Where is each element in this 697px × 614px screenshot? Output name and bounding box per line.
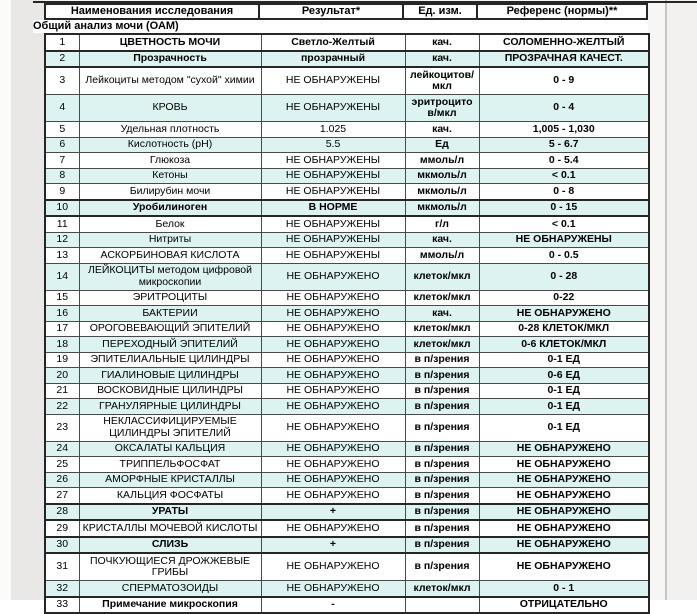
cell-test-name: КРОВЬ — [79, 95, 261, 122]
cell-result: - — [261, 597, 405, 614]
table-row — [45, 51, 649, 68]
cell-row-number: 33 — [45, 597, 79, 614]
table-row — [45, 67, 649, 95]
cell-test-name: УРАТЫ — [79, 504, 261, 521]
column-header-reference: Референс (нормы)** — [506, 5, 618, 17]
cell-test-name: КРИСТАЛЛЫ МОЧЕВОЙ КИСЛОТЫ — [79, 520, 261, 537]
cell-test-name: НЕКЛАССИФИЦИРУЕМЫЕ ЦИЛИНДРЫ ЭПИТЕЛИЙ — [79, 414, 261, 441]
cell-row-number: 18 — [45, 337, 79, 353]
cell-result: НЕ ОБНАРУЖЕНО — [261, 263, 405, 290]
cell-reference: НЕ ОБНАРУЖЕНО — [479, 488, 649, 504]
cell-reference: НЕ ОБНАРУЖЕНЫ — [479, 232, 649, 248]
results-table-body — [45, 34, 649, 613]
cell-row-number: 31 — [45, 553, 79, 581]
cell-row-number: 14 — [45, 263, 79, 290]
cell-result: НЕ ОБНАРУЖЕНЫ — [261, 184, 405, 200]
cell-test-name: ПЕРЕХОДНЫЙ ЭПИТЕЛИЙ — [79, 337, 261, 353]
cell-unit: в п/зрения — [405, 441, 479, 457]
cell-row-number: 16 — [45, 306, 79, 322]
cell-unit: в п/зрения — [405, 414, 479, 441]
cell-test-name: ОРОГОВЕВАЮЩИЙ ЭПИТЕЛИЙ — [79, 321, 261, 337]
cell-test-name: ЛЕЙКОЦИТЫ методом цифровой микроскопии — [79, 263, 261, 290]
table-row — [45, 232, 649, 248]
cell-reference: 0-1 ЕД — [479, 352, 649, 368]
table-row — [45, 200, 649, 217]
cell-reference: НЕ ОБНАРУЖЕНО — [479, 537, 649, 554]
cell-unit: г/л — [405, 216, 479, 232]
cell-result: НЕ ОБНАРУЖЕНЫ — [261, 67, 405, 95]
cell-reference: НЕ ОБНАРУЖЕНО — [479, 306, 649, 322]
cell-row-number: 20 — [45, 368, 79, 384]
table-row — [45, 34, 649, 51]
table-row — [45, 248, 649, 264]
cell-test-name: СПЕРМАТОЗОИДЫ — [79, 581, 261, 597]
table-row — [45, 168, 649, 184]
cell-result: НЕ ОБНАРУЖЕНЫ — [261, 168, 405, 184]
cell-reference: НЕ ОБНАРУЖЕНО — [479, 457, 649, 473]
cell-reference: НЕ ОБНАРУЖЕНО — [479, 504, 649, 521]
cell-unit: в п/зрения — [405, 488, 479, 504]
table-row — [45, 306, 649, 322]
cell-test-name: ГРАНУЛЯРНЫЕ ЦИЛИНДРЫ — [79, 399, 261, 415]
cell-result: НЕ ОБНАРУЖЕНО — [261, 553, 405, 581]
cell-result: 1.025 — [261, 122, 405, 138]
cell-row-number: 5 — [45, 122, 79, 138]
table-row — [45, 383, 649, 399]
cell-unit: в п/зрения — [405, 399, 479, 415]
cell-test-name: Нитриты — [79, 232, 261, 248]
cell-reference: 0-6 ЕД — [479, 368, 649, 384]
cell-unit: ммоль/л — [405, 248, 479, 264]
cell-unit: в п/зрения — [405, 504, 479, 521]
cell-unit: эритроцитов/мкл — [405, 95, 479, 122]
cell-unit: в п/зрения — [405, 553, 479, 581]
cell-row-number: 26 — [45, 472, 79, 488]
cell-result: НЕ ОБНАРУЖЕНЫ — [261, 216, 405, 232]
cell-test-name: ТРИППЕЛЬФОСФАТ — [79, 457, 261, 473]
table-row — [45, 488, 649, 504]
cell-unit: в п/зрения — [405, 352, 479, 368]
cell-row-number: 19 — [45, 352, 79, 368]
cell-test-name: Кислотность (рН) — [79, 137, 261, 153]
cell-test-name: ВОСКОВИДНЫЕ ЦИЛИНДРЫ — [79, 383, 261, 399]
cell-reference: 0 - 15 — [479, 200, 649, 217]
table-row — [45, 137, 649, 153]
cell-row-number: 4 — [45, 95, 79, 122]
cell-reference: 1,005 - 1,030 — [479, 122, 649, 138]
cell-test-name: ПОЧКУЮЩИЕСЯ ДРОЖЖЕВЫЕ ГРИБЫ — [79, 553, 261, 581]
cell-row-number: 7 — [45, 153, 79, 169]
cell-row-number: 2 — [45, 51, 79, 68]
cell-result: 5.5 — [261, 137, 405, 153]
cell-row-number: 8 — [45, 168, 79, 184]
cell-unit: в п/зрения — [405, 537, 479, 554]
table-row — [45, 95, 649, 122]
table-row — [45, 263, 649, 290]
cell-unit: кач. — [405, 34, 479, 51]
cell-result: НЕ ОБНАРУЖЕНО — [261, 399, 405, 415]
table-row — [45, 352, 649, 368]
cell-result: НЕ ОБНАРУЖЕНО — [261, 581, 405, 597]
cell-test-name: БАКТЕРИИ — [79, 306, 261, 322]
cell-test-name: ЦВЕТНОСТЬ МОЧИ — [79, 34, 261, 51]
table-row — [45, 553, 649, 581]
cell-test-name: Примечание микроскопия — [79, 597, 261, 614]
cell-result: НЕ ОБНАРУЖЕНО — [261, 368, 405, 384]
cell-row-number: 32 — [45, 581, 79, 597]
table-row — [45, 520, 649, 537]
cell-reference: 0-1 ЕД — [479, 414, 649, 441]
table-row — [45, 414, 649, 441]
cell-reference: 0-1 ЕД — [479, 383, 649, 399]
cell-result: В НОРМЕ — [261, 200, 405, 217]
cell-result: НЕ ОБНАРУЖЕНЫ — [261, 153, 405, 169]
table-row — [45, 472, 649, 488]
cell-row-number: 29 — [45, 520, 79, 537]
cell-unit: в п/зрения — [405, 368, 479, 384]
cell-unit: клеток/мкл — [405, 337, 479, 353]
cell-test-name: АСКОРБИНОВАЯ КИСЛОТА — [79, 248, 261, 264]
table-row — [45, 457, 649, 473]
cell-test-name: ЭПИТЕЛИАЛЬНЫЕ ЦИЛИНДРЫ — [79, 352, 261, 368]
table-row — [45, 184, 649, 200]
cell-result: + — [261, 537, 405, 554]
cell-reference: 0 - 28 — [479, 263, 649, 290]
cell-test-name: СЛИЗЬ — [79, 537, 261, 554]
cell-row-number: 30 — [45, 537, 79, 554]
cell-row-number: 9 — [45, 184, 79, 200]
table-row — [45, 368, 649, 384]
cell-reference: ПРОЗРАЧНАЯ КАЧЕСТ. — [479, 51, 649, 68]
cell-unit: в п/зрения — [405, 383, 479, 399]
cell-reference: 0 - 1 — [479, 581, 649, 597]
cell-row-number: 15 — [45, 290, 79, 306]
cell-test-name: Прозрачность — [79, 51, 261, 68]
cell-row-number: 13 — [45, 248, 79, 264]
cell-result: НЕ ОБНАРУЖЕНЫ — [261, 248, 405, 264]
table-row — [45, 153, 649, 169]
page-left-margin — [0, 0, 11, 600]
cell-result: Светло-Желтый — [261, 34, 405, 51]
cell-unit: клеток/мкл — [405, 321, 479, 337]
cell-row-number: 10 — [45, 200, 79, 217]
section-title: Общий анализ мочи (ОАМ) — [33, 20, 648, 33]
cell-result: НЕ ОБНАРУЖЕНО — [261, 488, 405, 504]
column-header-result: Результат* — [260, 5, 404, 18]
table-row — [45, 597, 649, 614]
cell-result: НЕ ОБНАРУЖЕНО — [261, 352, 405, 368]
cell-row-number: 11 — [45, 216, 79, 232]
cell-test-name: Лейкоциты методом "сухой" химии — [79, 67, 261, 95]
table-row — [45, 337, 649, 353]
cell-test-name: Уробилиноген — [79, 200, 261, 217]
column-header-name: Наименования исследования — [46, 5, 260, 18]
cell-row-number: 23 — [45, 414, 79, 441]
cell-result: НЕ ОБНАРУЖЕНО — [261, 290, 405, 306]
cell-row-number: 28 — [45, 504, 79, 521]
cell-result: НЕ ОБНАРУЖЕНО — [261, 441, 405, 457]
cell-row-number: 3 — [45, 67, 79, 95]
cell-row-number: 27 — [45, 488, 79, 504]
cell-reference: ОТРИЦАТЕЛЬНО — [479, 597, 649, 614]
table-row — [45, 441, 649, 457]
cell-unit: кач. — [405, 306, 479, 322]
cell-result: прозрачный — [261, 51, 405, 68]
cell-unit: в п/зрения — [405, 457, 479, 473]
urinalysis-report — [33, 3, 648, 614]
cell-result: НЕ ОБНАРУЖЕНО — [261, 383, 405, 399]
cell-reference: 0 - 8 — [479, 184, 649, 200]
cell-reference: 0 - 4 — [479, 95, 649, 122]
cell-result: НЕ ОБНАРУЖЕНО — [261, 337, 405, 353]
cell-result: НЕ ОБНАРУЖЕНО — [261, 414, 405, 441]
cell-unit: кач. — [405, 51, 479, 68]
cell-reference: 0 - 9 — [479, 67, 649, 95]
cell-row-number: 21 — [45, 383, 79, 399]
cell-test-name: Билирубин мочи — [79, 184, 261, 200]
table-row — [45, 399, 649, 415]
cell-unit: мкмоль/л — [405, 184, 479, 200]
page-edge-divider — [665, 0, 667, 600]
cell-test-name: ЭРИТРОЦИТЫ — [79, 290, 261, 306]
cell-unit: клеток/мкл — [405, 290, 479, 306]
cell-result: НЕ ОБНАРУЖЕНЫ — [261, 232, 405, 248]
cell-row-number: 12 — [45, 232, 79, 248]
cell-row-number: 17 — [45, 321, 79, 337]
table-row — [45, 216, 649, 232]
cell-unit: в п/зрения — [405, 520, 479, 537]
cell-unit: кач. — [405, 232, 479, 248]
cell-result: НЕ ОБНАРУЖЕНО — [261, 520, 405, 537]
cell-unit: лейкоцитов/мкл — [405, 67, 479, 95]
cell-test-name: АМОРФНЫЕ КРИСТАЛЛЫ — [79, 472, 261, 488]
cell-test-name: Кетоны — [79, 168, 261, 184]
cell-unit — [405, 597, 479, 614]
cell-unit: Ед — [405, 137, 479, 153]
table-row — [45, 321, 649, 337]
cell-result: НЕ ОБНАРУЖЕНО — [261, 306, 405, 322]
cell-test-name: Глюкоза — [79, 153, 261, 169]
cell-unit: кач. — [405, 122, 479, 138]
cell-test-name: Удельная плотность — [79, 122, 261, 138]
cell-reference: 5 - 6.7 — [479, 137, 649, 153]
cell-row-number: 1 — [45, 34, 79, 51]
table-row — [45, 581, 649, 597]
cell-reference: 0 - 0.5 — [479, 248, 649, 264]
cell-row-number: 24 — [45, 441, 79, 457]
cell-reference: НЕ ОБНАРУЖЕНО — [479, 441, 649, 457]
cell-unit: мкмоль/л — [405, 168, 479, 184]
cell-reference: НЕ ОБНАРУЖЕНО — [479, 553, 649, 581]
cell-unit: мкмоль/л — [405, 200, 479, 217]
table-row — [45, 537, 649, 554]
cell-result: НЕ ОБНАРУЖЕНО — [261, 457, 405, 473]
cell-unit: в п/зрения — [405, 472, 479, 488]
cell-result: НЕ ОБНАРУЖЕНО — [261, 472, 405, 488]
cell-row-number: 6 — [45, 137, 79, 153]
cell-test-name: КАЛЬЦИЯ ФОСФАТЫ — [79, 488, 261, 504]
results-table — [44, 33, 650, 614]
cell-reference: НЕ ОБНАРУЖЕНО — [479, 472, 649, 488]
cell-test-name: ОКСАЛАТЫ КАЛЬЦИЯ — [79, 441, 261, 457]
cell-reference: НЕ ОБНАРУЖЕНО — [479, 520, 649, 537]
cell-test-name: ГИАЛИНОВЫЕ ЦИЛИНДРЫ — [79, 368, 261, 384]
cell-test-name: Белок — [79, 216, 261, 232]
table-header-row — [44, 3, 648, 20]
cell-row-number: 25 — [45, 457, 79, 473]
cell-result: НЕ ОБНАРУЖЕНЫ — [261, 95, 405, 122]
cell-reference: 0-28 КЛЕТОК/МКЛ — [479, 321, 649, 337]
cell-unit: клеток/мкл — [405, 581, 479, 597]
cell-reference: 0-22 — [479, 290, 649, 306]
column-header-unit: Ед. изм. — [404, 5, 478, 18]
cell-result: + — [261, 504, 405, 521]
table-row — [45, 504, 649, 521]
cell-unit: клеток/мкл — [405, 263, 479, 290]
cell-unit: ммоль/л — [405, 153, 479, 169]
cell-reference: 0 - 5.4 — [479, 153, 649, 169]
cell-row-number: 22 — [45, 399, 79, 415]
cell-reference: 0-1 ЕД — [479, 399, 649, 415]
table-row — [45, 290, 649, 306]
cell-result: НЕ ОБНАРУЖЕНО — [261, 321, 405, 337]
cell-reference: СОЛОМЕННО-ЖЕЛТЫЙ — [479, 34, 649, 51]
cell-reference: < 0.1 — [479, 216, 649, 232]
table-row — [45, 122, 649, 138]
row-header-gutter — [11, 0, 44, 600]
cell-reference: < 0.1 — [479, 168, 649, 184]
cell-reference: 0-6 КЛЕТОК/МКЛ — [479, 337, 649, 353]
